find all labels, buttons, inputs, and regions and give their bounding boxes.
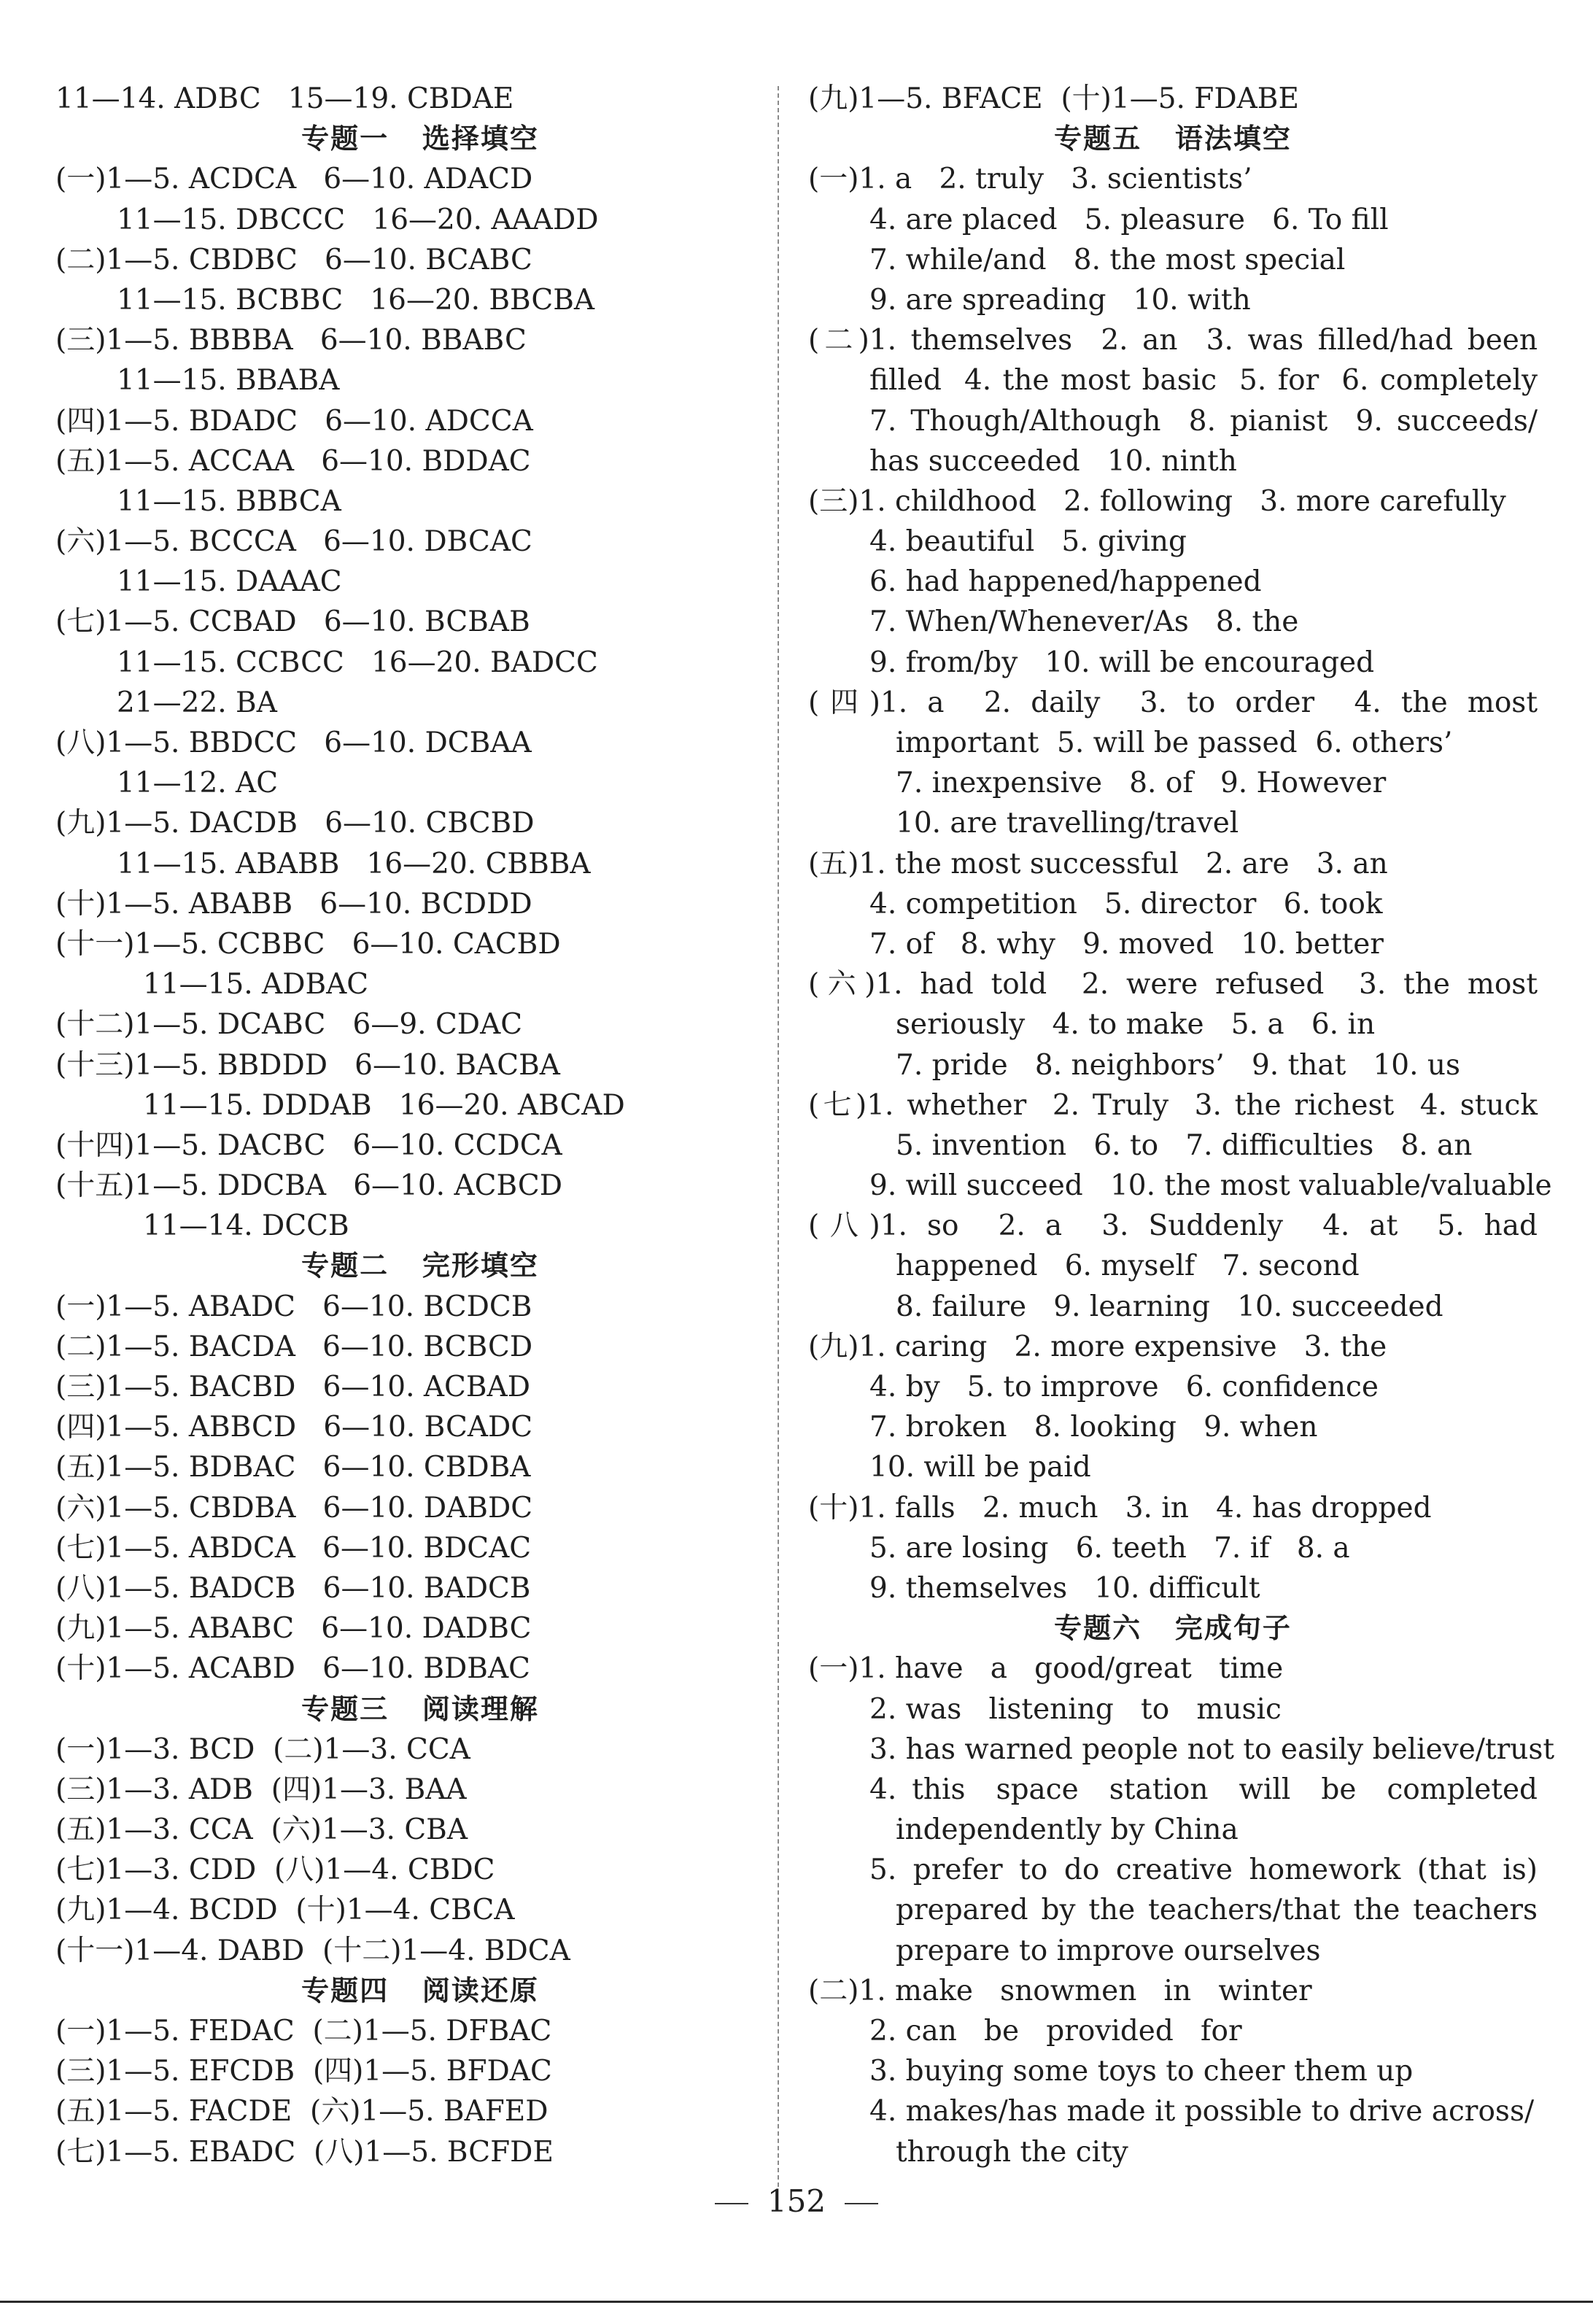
answer-line: 7. broken 8. looking 9. when bbox=[869, 1411, 1318, 1444]
answer-line: 7. Though/Although 8. pianist 9. succeeds/ bbox=[869, 404, 1538, 438]
answer-line: 10. will be paid bbox=[869, 1451, 1091, 1484]
answer-line: (五)1—5. BDBAC 6—10. CBDBA bbox=[55, 1451, 531, 1484]
answer-line: (十四)1—5. DACBC 6—10. CCDCA bbox=[55, 1128, 562, 1162]
footer-dash-right bbox=[845, 2203, 878, 2204]
answer-line: (六)1—5. CBDBA 6—10. DABDC bbox=[55, 1491, 533, 1525]
answer-line: 11—14. ADBC 15—19. CBDAE bbox=[55, 82, 514, 115]
answer-line: (二)1—5. BACDA 6—10. BCBCD bbox=[55, 1330, 533, 1363]
answer-line: 11—15. DAAAC bbox=[117, 565, 342, 599]
answer-line: (二)1. make snowmen in winter bbox=[808, 1974, 1312, 2007]
answer-line: 11—15. DDDAB 16—20. ABCAD bbox=[143, 1088, 625, 1122]
answer-line: 3. has warned people not to easily believe/trust bbox=[869, 1732, 1555, 1766]
answer-line: 10. are travelling/travel bbox=[896, 807, 1239, 840]
answer-line: happened 6. myself 7. second bbox=[896, 1250, 1360, 1283]
answer-line: (七)1—5. EBADC (八)1—5. BCFDE bbox=[55, 2135, 554, 2169]
answer-line: 11—15. ABABB 16—20. CBBBA bbox=[117, 847, 591, 880]
answer-line: (十)1—5. ABABB 6—10. BCDDD bbox=[55, 887, 532, 921]
answer-line: 5. invention 6. to 7. difficulties 8. an bbox=[896, 1128, 1473, 1162]
answer-line: (一)1—5. FEDAC (二)1—5. DFBAC bbox=[55, 2015, 552, 2048]
answer-line: (四)1—5. ABBCD 6—10. BCADC bbox=[55, 1411, 533, 1444]
answer-line: (七)1—5. ABDCA 6—10. BDCAC bbox=[55, 1531, 532, 1565]
answer-line: (三)1—5. EFCDB (四)1—5. BFDAC bbox=[55, 2055, 552, 2088]
answer-line: 7. inexpensive 8. of 9. However bbox=[896, 767, 1387, 800]
answer-line: prepare to improve ourselves bbox=[896, 1934, 1321, 1967]
answer-line: 2. can be provided for bbox=[869, 2015, 1242, 2048]
right-answer-column bbox=[808, 79, 1555, 2172]
section-heading: 专题六 完成句子 bbox=[1054, 1612, 1292, 1645]
answer-line: 11—14. DCCB bbox=[143, 1209, 349, 1243]
answer-line: 4. are placed 5. pleasure 6. To fill bbox=[869, 203, 1389, 236]
answer-line: (七)1—3. CDD (八)1—4. CBDC bbox=[55, 1854, 495, 1887]
answer-line: 11—15. BBABA bbox=[117, 364, 340, 398]
answer-line: 7. of 8. why 9. moved 10. better bbox=[869, 927, 1384, 961]
bottom-rule bbox=[0, 2301, 1593, 2303]
left-answer-column bbox=[55, 79, 785, 2172]
answer-line: 21—22. BA bbox=[117, 686, 277, 719]
answer-line: (十五)1—5. DDCBA 6—10. ACBCD bbox=[55, 1169, 562, 1203]
answer-line: 3. buying some toys to cheer them up bbox=[869, 2055, 1414, 2088]
answer-line: (四)1. a 2. daily 3. to order 4. the most bbox=[808, 686, 1538, 719]
answer-line: 5. are losing 6. teeth 7. if 8. a bbox=[869, 1531, 1350, 1565]
answer-line: (一)1. a 2. truly 3. scientists’ bbox=[808, 163, 1252, 196]
answer-line: through the city bbox=[896, 2135, 1128, 2169]
answer-line: (十三)1—5. BBDDD 6—10. BACBA bbox=[55, 1048, 560, 1082]
answer-line: 11—12. AC bbox=[117, 767, 279, 800]
answer-line: (五)1—5. FACDE (六)1—5. BAFED bbox=[55, 2095, 549, 2129]
answer-line: (五)1—5. ACCAA 6—10. BDDAC bbox=[55, 444, 531, 478]
answer-line: (三)1—5. BBBBA 6—10. BBABC bbox=[55, 324, 527, 357]
answer-line: independently by China bbox=[896, 1813, 1239, 1847]
answer-line: (一)1. have a good/great time bbox=[808, 1652, 1284, 1686]
page-number-footer bbox=[0, 2180, 1593, 2223]
answer-line: (六)1. had told 2. were refused 3. the most bbox=[808, 968, 1538, 1002]
answer-line: (九)1—5. DACDB 6—10. CBCBD bbox=[55, 807, 535, 840]
answer-line: (三)1. childhood 2. following 3. more carefully bbox=[808, 484, 1506, 518]
section-heading: 专题三 阅读理解 bbox=[301, 1692, 539, 1725]
answer-line: (三)1—5. BACBD 6—10. ACBAD bbox=[55, 1371, 530, 1403]
answer-line: 7. pride 8. neighbors’ 9. that 10. us bbox=[896, 1048, 1461, 1082]
answer-line: (七)1—5. CCBAD 6—10. BCBAB bbox=[55, 605, 530, 639]
answer-line: (十一)1—4. DABD (十二)1—4. BDCA bbox=[55, 1934, 570, 1967]
answer-line: important 5. will be passed 6. others’ bbox=[896, 727, 1453, 759]
answer-line: 5. prefer to do creative homework (that is) bbox=[869, 1854, 1538, 1887]
answer-line: (九)1—4. BCDD (十)1—4. CBCA bbox=[55, 1894, 515, 1927]
answer-line: 9. from/by 10. will be encouraged bbox=[869, 646, 1375, 679]
answer-line: (十二)1—5. DCABC 6—9. CDAC bbox=[55, 1008, 523, 1042]
answer-line: 8. failure 9. learning 10. succeeded bbox=[896, 1290, 1443, 1323]
answer-line: (一)1—5. ACDCA 6—10. ADACD bbox=[55, 163, 533, 196]
section-heading: 专题二 完形填空 bbox=[301, 1250, 539, 1282]
answer-line: 4. beautiful 5. giving bbox=[869, 525, 1187, 559]
answer-line: prepared by the teachers/that the teachers bbox=[896, 1894, 1538, 1927]
answer-line: (十)1. falls 2. much 3. in 4. has dropped bbox=[808, 1491, 1432, 1525]
answer-line: 11—15. BBBCA bbox=[117, 484, 341, 518]
section-heading: 专题一 选择填空 bbox=[301, 123, 539, 155]
column-divider bbox=[778, 86, 779, 2187]
answer-line: has succeeded 10. ninth bbox=[869, 444, 1237, 478]
answer-line: 7. while/and 8. the most special bbox=[869, 243, 1346, 276]
answer-line: (二)1—5. CBDBC 6—10. BCABC bbox=[55, 243, 532, 276]
page-number: 152 bbox=[767, 2183, 826, 2219]
answer-line: 11—15. ADBAC bbox=[143, 968, 369, 1002]
answer-line: 11—15. CCBCC 16—20. BADCC bbox=[117, 646, 598, 679]
answer-line: (四)1—5. BDADC 6—10. ADCCA bbox=[55, 404, 533, 438]
answer-line: 9. will succeed 10. the most valuable/valuable bbox=[869, 1169, 1552, 1203]
answer-line: (二)1. themselves 2. an 3. was filled/had been bbox=[808, 324, 1538, 357]
answer-line: 2. was listening to music bbox=[869, 1692, 1282, 1726]
answer-line: (九)1—5. ABABC 6—10. DADBC bbox=[55, 1612, 532, 1646]
answer-line: 7. When/Whenever/As 8. the bbox=[869, 605, 1299, 639]
answer-line: (一)1—3. BCD (二)1—3. CCA bbox=[55, 1732, 470, 1766]
answer-line: (八)1. so 2. a 3. Suddenly 4. at 5. had bbox=[808, 1209, 1538, 1243]
answer-line: 11—15. DBCCC 16—20. AAADD bbox=[117, 203, 599, 236]
answer-line: 9. are spreading 10. with bbox=[869, 283, 1251, 317]
answer-line: (八)1—5. BADCB 6—10. BADCB bbox=[55, 1571, 531, 1605]
answer-line: 6. had happened/happened bbox=[869, 565, 1262, 599]
answer-line: 4. makes/has made it possible to drive across/ bbox=[869, 2095, 1535, 2129]
answer-line: (八)1—5. BBDCC 6—10. DCBAA bbox=[55, 727, 532, 759]
answer-line: (三)1—3. ADB (四)1—3. BAA bbox=[55, 1773, 467, 1806]
footer-dash-left bbox=[715, 2203, 748, 2204]
answer-line: 11—15. BCBBC 16—20. BBCBA bbox=[117, 283, 595, 317]
answer-line: (一)1—5. ABADC 6—10. BCDCB bbox=[55, 1290, 532, 1323]
answer-line: filled 4. the most basic 5. for 6. completely bbox=[869, 364, 1538, 398]
answer-line: (九)1. caring 2. more expensive 3. the bbox=[808, 1330, 1387, 1363]
answer-line: 4. by 5. to improve 6. confidence bbox=[869, 1371, 1379, 1403]
answer-line: (五)1—3. CCA (六)1—3. CBA bbox=[55, 1813, 468, 1847]
section-heading: 专题五 语法填空 bbox=[1054, 123, 1292, 155]
answer-line: (六)1—5. BCCCA 6—10. DBCAC bbox=[55, 525, 532, 559]
answer-line: (七)1. whether 2. Truly 3. the richest 4. stuck bbox=[808, 1088, 1538, 1122]
answer-line: (五)1. the most successful 2. are 3. an bbox=[808, 847, 1388, 880]
answer-line: 4. competition 5. director 6. took bbox=[869, 887, 1383, 921]
answer-line: (九)1—5. BFACE (十)1—5. FDABE bbox=[808, 82, 1299, 115]
section-heading: 专题四 阅读还原 bbox=[301, 1974, 539, 2007]
answer-line: (十一)1—5. CCBBC 6—10. CACBD bbox=[55, 927, 561, 961]
answer-line: seriously 4. to make 5. a 6. in bbox=[896, 1008, 1376, 1042]
answer-line: 4. this space station will be completed bbox=[869, 1773, 1538, 1806]
answer-line: (十)1—5. ACABD 6—10. BDBAC bbox=[55, 1652, 530, 1686]
answer-line: 9. themselves 10. difficult bbox=[869, 1571, 1260, 1605]
